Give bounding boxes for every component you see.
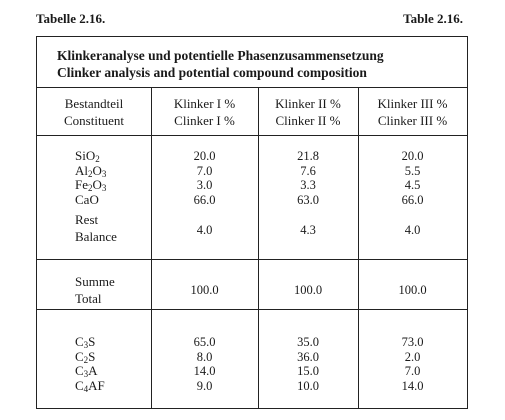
table-cell: 3.0 [196,178,213,193]
table-cell: 35.0 [297,335,319,349]
oxides-divider [37,259,467,260]
oxide-label-cao: CaO [75,191,99,207]
table-cell: 7.6 [300,163,316,178]
rest-value-k3: 4.0 [404,223,421,237]
header-constituent-en: Constituent [64,113,124,128]
header-k1-de: Klinker I % [173,96,236,111]
rest-value-k1: 4.0 [196,223,213,237]
oxide-label-al2o3: $Al_2O_3$ [75,162,107,179]
table-cell: 14.0 [193,364,216,379]
oxide-values-k1 [151,149,258,207]
phase-values-k3 [358,335,467,393]
phase-label-c3a: $C_3A$ [75,363,98,380]
title-german: Klinkeranalyse und potentielle Phasenzusammensetzung [57,48,384,63]
table-cell: 10.0 [297,378,319,393]
phase-values-k2 [258,335,358,393]
oxide-label-fe2o3: $Fe_2O_3$ [75,177,107,194]
table-cell: 2.0 [404,349,421,364]
table-label-english: Table 2.16. [403,11,463,26]
table-cell: 5.5 [404,163,421,178]
table-label-german: Tabelle 2.16. [36,11,106,26]
oxide-values-k3 [358,149,467,207]
sum-divider [37,309,467,310]
table-cell: 65.0 [193,335,216,349]
table-cell: 20.0 [193,149,216,163]
rest-label-en: Balance [75,229,117,244]
table-cell: 63.0 [297,192,319,207]
header-clinker-2 [258,95,358,129]
phase-values-k1 [151,335,258,393]
oxide-labels [75,149,106,207]
rest-value-k2: 4.3 [300,223,316,237]
table-cell: 73.0 [401,335,424,349]
table-cell: 3.3 [300,178,316,193]
sum-label-en: Total [75,291,102,306]
rest-label [75,211,117,245]
header-constituent-de: Bestandteil [64,96,124,111]
header-k2-de: Klinker II % [275,96,341,111]
phase-labels [75,335,105,393]
sum-label [75,273,115,307]
title-english: Clinker analysis and potential compound composition [57,65,367,80]
header-k3-de: Klinker III % [377,96,448,111]
table-cell: 20.0 [401,149,424,163]
table-cell: 7.0 [404,364,421,379]
phase-label-c3s: $C_3S$ [75,334,96,350]
header-k1-en: Clinker I % [174,113,235,128]
table-cell: 4.5 [404,178,421,193]
oxide-label-sio2: SiO$_2$ [75,148,100,164]
table-cell: 21.8 [297,149,319,163]
phase-label-c2s: $C_2S$ [75,348,96,365]
header-clinker-3 [358,95,467,129]
header-constituent [37,95,151,129]
table-cell: 7.0 [196,163,213,178]
table-cell: 8.0 [196,349,213,364]
table-cell: 66.0 [401,192,424,207]
sum-label-de: Summe [75,274,115,289]
table-cell: 36.0 [297,349,319,364]
table-cell: 66.0 [193,192,216,207]
sum-value-k2: 100.0 [293,283,323,297]
oxide-values-k2 [258,149,358,207]
header-k2-en: Clinker II % [275,113,341,128]
table-cell: 14.0 [401,378,424,393]
rest-label-de: Rest [75,212,99,227]
header-clinker-1 [151,95,258,129]
sum-value-k3: 100.0 [398,283,427,297]
header-divider [37,135,467,136]
table-cell: 9.0 [196,378,213,393]
sum-value-k1: 100.0 [190,283,219,297]
phase-label-c4af: $C_4AF$ [75,377,105,394]
title-divider [37,87,467,88]
table-title [57,47,384,81]
header-k3-en: Clinker III % [377,113,448,128]
table-cell: 15.0 [297,364,319,379]
composition-table [36,36,468,409]
